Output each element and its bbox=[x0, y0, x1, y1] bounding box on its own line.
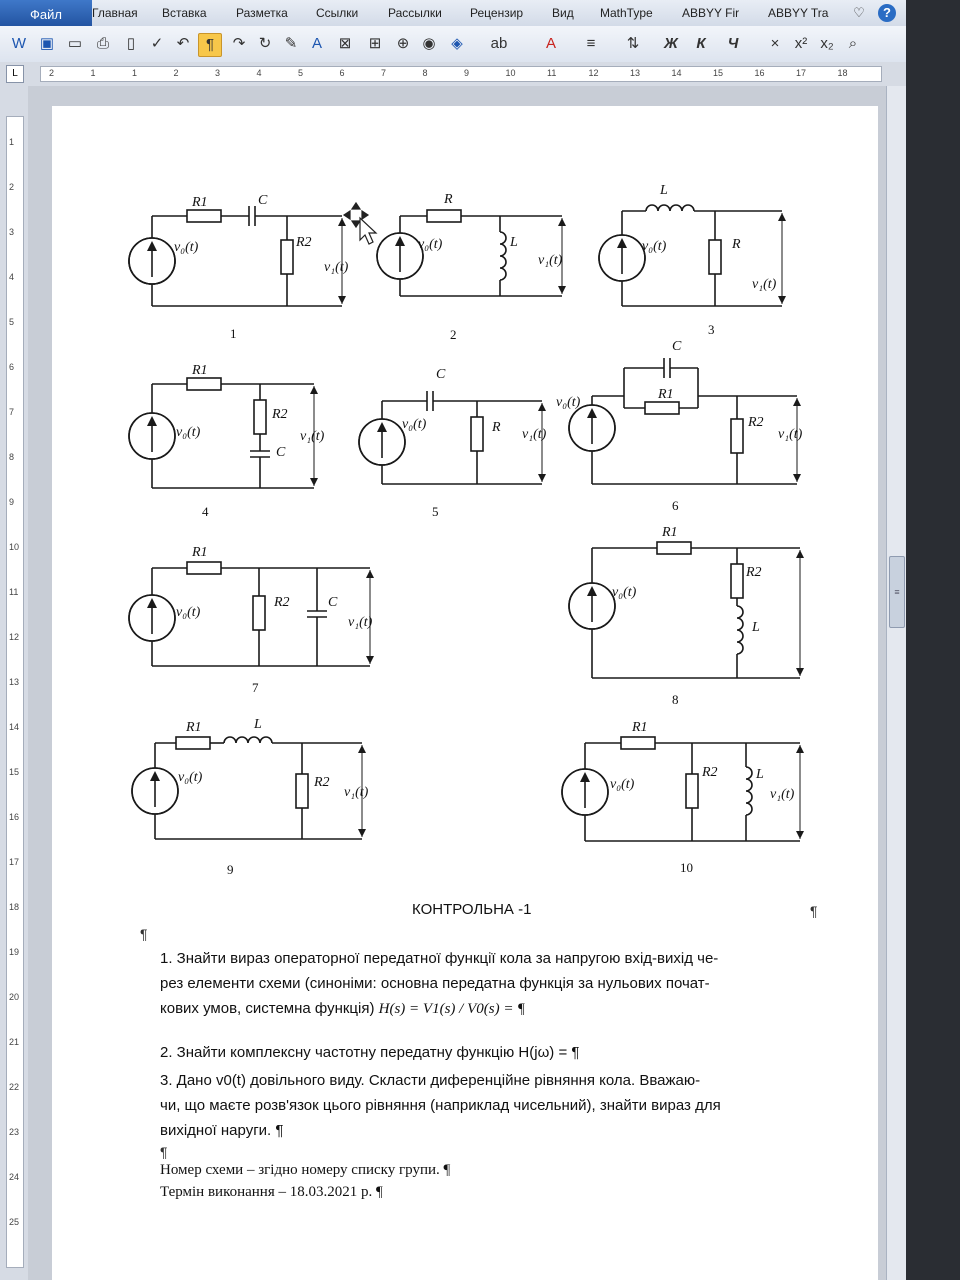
c5-r-label: R bbox=[492, 420, 501, 435]
c8-caption: 8 bbox=[672, 692, 679, 707]
document-title: КОНТРОЛЬНА -1 bbox=[412, 901, 532, 918]
c6-r1-label: R1 bbox=[658, 387, 674, 402]
undo-icon[interactable]: ↶ bbox=[176, 35, 190, 52]
vertical-ruler-number: 7 bbox=[9, 407, 15, 417]
tab-mailings[interactable]: Рассылки bbox=[388, 6, 442, 20]
vertical-ruler-number: 19 bbox=[9, 947, 20, 957]
ribbon-minimize-icon[interactable]: ♡ bbox=[853, 5, 865, 20]
tab-home[interactable]: Главная bbox=[92, 6, 138, 20]
font-style-icon[interactable]: A bbox=[311, 35, 322, 52]
vertical-ruler-number: 25 bbox=[9, 1217, 20, 1227]
vertical-ruler-number: 2 bbox=[9, 182, 15, 192]
task-1-line-1: 1. Знайти вираз операторної передатної функції кола за напругою вхід-вихід че- bbox=[160, 950, 719, 967]
ruler-number: 10 bbox=[505, 68, 516, 78]
vertical-ruler[interactable] bbox=[0, 86, 29, 1280]
c2-l-label: L bbox=[510, 235, 518, 250]
vertical-ruler-number: 9 bbox=[9, 497, 15, 507]
task-1-line-3-text: кових умов, системна функція) bbox=[160, 1000, 375, 1017]
c5-v0-label: v₀(t) bbox=[402, 417, 427, 432]
monitor-bezel bbox=[906, 0, 960, 1280]
move-cursor-icon bbox=[344, 203, 376, 244]
vertical-ruler-number: 5 bbox=[9, 317, 15, 327]
c5-c-label: C bbox=[436, 367, 446, 382]
vertical-ruler-number: 22 bbox=[9, 1082, 20, 1092]
circuit-7 bbox=[129, 562, 374, 666]
c7-r2-label: R2 bbox=[274, 595, 290, 610]
c6-r2-label: R2 bbox=[748, 415, 764, 430]
highlight-icon[interactable]: ab bbox=[490, 35, 508, 52]
c6-c-label: C bbox=[672, 339, 682, 354]
ruler-track bbox=[40, 66, 882, 82]
c7-caption: 7 bbox=[252, 680, 259, 695]
tab-abbyy-fine[interactable]: ABBYY Fir bbox=[682, 6, 740, 20]
bold-button[interactable]: Ж bbox=[664, 35, 678, 52]
superscript-button[interactable]: x² bbox=[794, 35, 808, 52]
ruler-number: 4 bbox=[256, 68, 262, 78]
c2-caption: 2 bbox=[450, 327, 457, 342]
tab-abbyy-transformer[interactable]: ABBYY Tra bbox=[768, 6, 829, 20]
task-2-paragraph: 2. Знайти комплексну частотну передатну функцію H(jω) = ¶ bbox=[160, 1044, 580, 1061]
empty-paragraph-mark-2: ¶ bbox=[160, 1144, 168, 1160]
insert-symbol-icon[interactable]: ⊕ bbox=[396, 35, 410, 52]
c4-r2-label: R2 bbox=[272, 407, 288, 422]
italic-button[interactable]: К bbox=[696, 35, 706, 52]
refresh-icon[interactable]: ↻ bbox=[258, 35, 272, 52]
redo-icon[interactable]: ↷ bbox=[232, 35, 246, 52]
c4-v0-label: v₀(t) bbox=[176, 425, 201, 440]
c3-v1-label: v₁(t) bbox=[752, 277, 777, 292]
c5-v1-label: v₁(t) bbox=[522, 427, 547, 442]
circuit-8 bbox=[569, 542, 804, 678]
help-icon[interactable]: ? bbox=[878, 4, 896, 22]
c8-v0-label: v₀(t) bbox=[612, 585, 637, 600]
pilcrow-mark: ¶ bbox=[810, 903, 818, 919]
vertical-ruler-number: 10 bbox=[9, 542, 20, 552]
c6-v0-label: v₀(t) bbox=[556, 395, 581, 410]
ribbon-tabs bbox=[0, 0, 960, 27]
font-color-icon[interactable]: A bbox=[545, 35, 556, 52]
deadline-note: Термін виконання – 18.03.2021 р. ¶ bbox=[160, 1184, 383, 1200]
c3-v0-label: v₀(t) bbox=[642, 239, 667, 254]
tab-file[interactable]: Файл bbox=[0, 0, 92, 30]
c1-v1-label: v₁(t) bbox=[324, 260, 349, 275]
vertical-ruler-number: 11 bbox=[9, 587, 19, 597]
task-1-paragraph bbox=[160, 946, 840, 1022]
ruler-number: 11 bbox=[547, 68, 557, 78]
ruler-number: 18 bbox=[837, 68, 848, 78]
ruler-number: 2 bbox=[49, 68, 55, 78]
c10-v0-label: v₀(t) bbox=[610, 777, 635, 792]
c3-r-label: R bbox=[732, 237, 741, 252]
vertical-ruler-number: 20 bbox=[9, 992, 20, 1002]
c1-r2-label: R2 bbox=[296, 235, 312, 250]
ruler-number: 9 bbox=[464, 68, 470, 78]
vertical-ruler-number: 12 bbox=[9, 632, 20, 642]
ruler-number: 17 bbox=[796, 68, 807, 78]
vertical-ruler-track bbox=[6, 116, 24, 1268]
vertical-ruler-number: 21 bbox=[9, 1037, 20, 1047]
tab-review[interactable]: Рецензир bbox=[470, 6, 524, 20]
circuit-5 bbox=[359, 391, 546, 484]
table-icon[interactable]: ⊠ bbox=[338, 35, 352, 52]
vertical-ruler-number: 17 bbox=[9, 857, 20, 867]
strikethrough-button[interactable]: × bbox=[770, 35, 780, 52]
c6-v1-label: v₁(t) bbox=[778, 427, 803, 442]
vertical-ruler-number: 13 bbox=[9, 677, 20, 687]
c3-caption: 3 bbox=[708, 322, 715, 337]
vertical-ruler-number: 3 bbox=[9, 227, 15, 237]
c4-caption: 4 bbox=[202, 504, 209, 519]
ruler-number: 1 bbox=[90, 68, 96, 78]
print-preview-icon[interactable]: ⎙ bbox=[96, 35, 109, 52]
c9-v1-label: v₁(t) bbox=[344, 785, 369, 800]
c6-caption: 6 bbox=[672, 498, 679, 513]
image-icon[interactable]: ◉ bbox=[422, 35, 436, 52]
tab-insert[interactable]: Вставка bbox=[162, 6, 207, 20]
circuit-10 bbox=[562, 737, 804, 841]
scrollbar-thumb[interactable]: ≡ bbox=[889, 556, 905, 628]
vertical-ruler-number: 15 bbox=[9, 767, 20, 777]
tab-layout[interactable]: Разметка bbox=[236, 6, 288, 20]
subscript-button[interactable]: x₂ bbox=[820, 35, 834, 52]
ruler-number: 7 bbox=[381, 68, 387, 78]
ruler-number: 14 bbox=[671, 68, 682, 78]
c7-c-label: C bbox=[328, 595, 338, 610]
zoom-icon[interactable]: ⌕ bbox=[848, 35, 858, 52]
task-3-line-1: 3. Дано v0(t) довільного виду. Скласти диференційне рівняння кола. Вважаю- bbox=[160, 1072, 701, 1089]
c1-r1-label: R1 bbox=[192, 195, 208, 210]
c9-r2-label: R2 bbox=[314, 775, 330, 790]
task-1-line-3 bbox=[160, 996, 840, 1022]
c8-l-label: L bbox=[752, 620, 760, 635]
task-3-line-2: чи, що маєте розв'язок цього рівняння (наприклад чисельний), знайти вираз для bbox=[160, 1097, 721, 1114]
ruler-number: 8 bbox=[422, 68, 428, 78]
shapes-icon[interactable]: ◈ bbox=[451, 35, 463, 52]
tab-mathtype[interactable]: MathType bbox=[600, 6, 653, 20]
horizontal-ruler[interactable] bbox=[0, 62, 960, 87]
ruler-number: 1 bbox=[132, 68, 138, 78]
tab-view[interactable]: Вид bbox=[552, 6, 574, 20]
c1-caption: 1 bbox=[230, 326, 237, 341]
tab-references[interactable]: Ссылки bbox=[316, 6, 359, 20]
c2-r-label: R bbox=[444, 192, 453, 207]
line-spacing-icon[interactable]: ≡ bbox=[586, 35, 596, 52]
c2-v1-label: v₁(t) bbox=[538, 253, 563, 268]
c8-r2-label: R2 bbox=[746, 565, 762, 580]
c4-c-label: C bbox=[276, 445, 286, 460]
paragraph-sort-icon[interactable]: ⇅ bbox=[626, 35, 640, 52]
ruler-number: 2 bbox=[173, 68, 179, 78]
c4-r1-label: R1 bbox=[192, 363, 208, 378]
ruler-number: 16 bbox=[754, 68, 765, 78]
task-1-line-2: рез елементи схеми (синоніми: основна передатна функція за нульових почат- bbox=[160, 975, 710, 992]
tab-selector-button[interactable]: L bbox=[6, 65, 24, 83]
c9-r1-label: R1 bbox=[186, 720, 202, 735]
format-painter-icon[interactable]: ✎ bbox=[284, 35, 298, 52]
open-folder-icon[interactable]: ▭ bbox=[67, 35, 83, 52]
c2-v0-label: v₀(t) bbox=[418, 237, 443, 252]
vertical-ruler-number: 4 bbox=[9, 272, 15, 282]
ruler-number: 5 bbox=[298, 68, 304, 78]
borders-icon[interactable]: ⊞ bbox=[368, 35, 382, 52]
spell-check-icon[interactable]: ✓ bbox=[150, 35, 164, 52]
word-app-icon: W bbox=[11, 35, 27, 52]
vertical-ruler-number: 16 bbox=[9, 812, 20, 822]
ruler-number: 6 bbox=[339, 68, 345, 78]
vertical-scrollbar[interactable] bbox=[886, 86, 907, 1280]
ruler-number: 15 bbox=[713, 68, 724, 78]
ruler-number: 3 bbox=[215, 68, 221, 78]
c1-v0-label: v₀(t) bbox=[174, 240, 199, 255]
document-area[interactable] bbox=[28, 86, 886, 1280]
c8-r1-label: R1 bbox=[662, 525, 678, 540]
vertical-ruler-number: 24 bbox=[9, 1172, 20, 1182]
c1-c-label: C bbox=[258, 193, 268, 208]
empty-paragraph-mark: ¶ bbox=[140, 926, 148, 942]
c7-v0-label: v₀(t) bbox=[176, 605, 201, 620]
circuit-9 bbox=[132, 737, 366, 839]
vertical-ruler-number: 1 bbox=[9, 137, 15, 147]
c7-v1-label: v₁(t) bbox=[348, 615, 373, 630]
c10-l-label: L bbox=[756, 767, 764, 782]
document-page[interactable] bbox=[52, 106, 878, 1280]
c5-caption: 5 bbox=[432, 504, 439, 519]
c9-v0-label: v₀(t) bbox=[178, 770, 203, 785]
task-3-line-3: вихідної наруги. ¶ bbox=[160, 1122, 284, 1139]
scheme-number-note: Номер схеми – згідно номеру списку групи. ¶ bbox=[160, 1162, 451, 1178]
c3-l-label: L bbox=[660, 183, 668, 198]
vertical-ruler-number: 8 bbox=[9, 452, 15, 462]
show-formatting-button[interactable]: ¶ bbox=[198, 33, 222, 57]
formatting-toolbar bbox=[0, 26, 960, 63]
c7-r1-label: R1 bbox=[192, 545, 208, 560]
vertical-ruler-number: 23 bbox=[9, 1127, 20, 1137]
circuit-diagrams bbox=[52, 106, 878, 886]
vertical-ruler-number: 14 bbox=[9, 722, 20, 732]
circuit-6 bbox=[569, 358, 801, 484]
transfer-function-formula: H(s) = V1(s) / V0(s) = ¶ bbox=[378, 1001, 526, 1017]
ruler-number: 12 bbox=[588, 68, 599, 78]
new-document-icon[interactable]: ▯ bbox=[126, 35, 136, 52]
c9-caption: 9 bbox=[227, 862, 234, 877]
c10-v1-label: v₁(t) bbox=[770, 787, 795, 802]
c9-l-label: L bbox=[254, 717, 262, 732]
vertical-ruler-number: 18 bbox=[9, 902, 20, 912]
c10-caption: 10 bbox=[680, 860, 693, 875]
underline-button[interactable]: Ч bbox=[727, 35, 739, 52]
c10-r1-label: R1 bbox=[632, 720, 648, 735]
c4-v1-label: v₁(t) bbox=[300, 429, 325, 444]
c10-r2-label: R2 bbox=[702, 765, 718, 780]
circuit-1 bbox=[129, 206, 346, 306]
task-3-paragraph bbox=[160, 1068, 840, 1143]
ruler-number: 13 bbox=[630, 68, 641, 78]
save-icon[interactable]: ▣ bbox=[39, 35, 55, 52]
circuit-4 bbox=[129, 378, 318, 488]
vertical-ruler-number: 6 bbox=[9, 362, 15, 372]
